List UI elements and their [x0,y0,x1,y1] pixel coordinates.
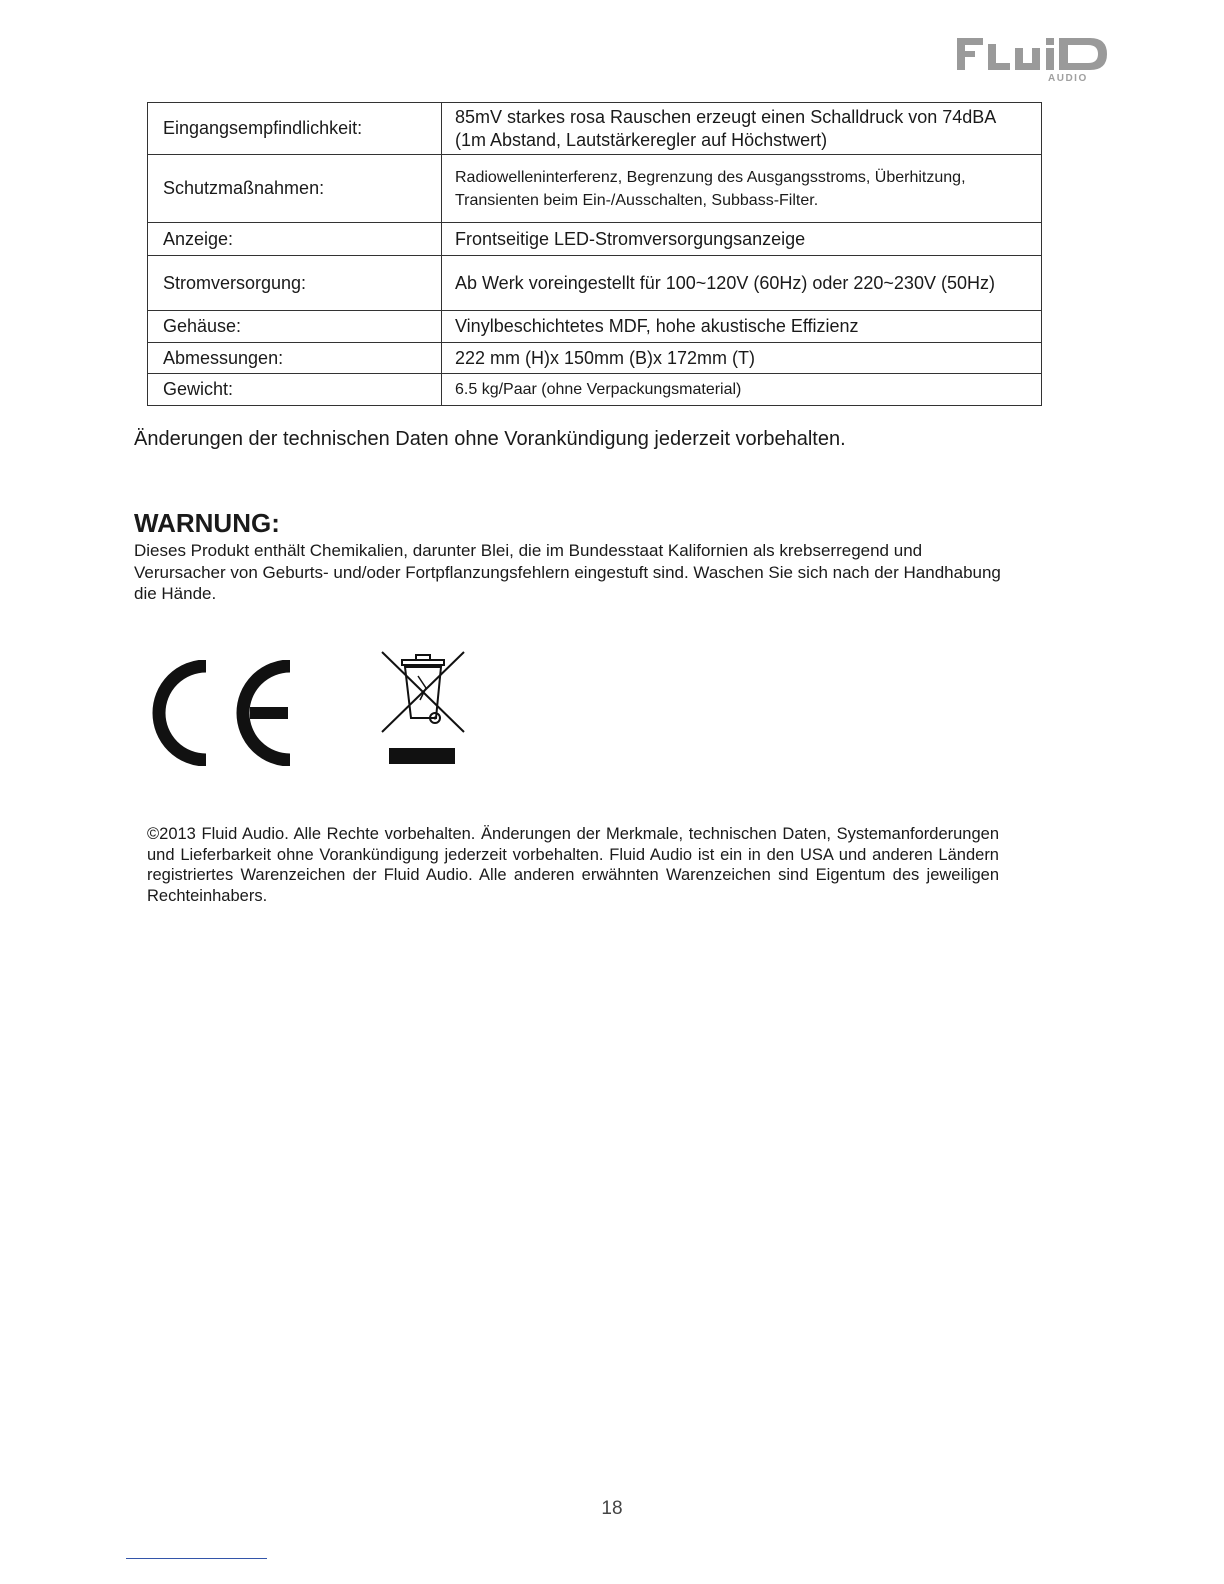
spec-row-power [148,256,1042,311]
spec-row-protection [148,155,1042,223]
spec-value: Radiowelleninterferenz, Begrenzung des Ausgangsstroms, Überhitzung, Transienten beim Ein-/Ausschalten, Subbass-Filter. [442,155,1042,223]
spec-label: Anzeige: [148,223,442,256]
warning-title: WARNUNG: [134,508,280,538]
spec-label: Eingangsempfindlichkeit: [148,103,442,155]
spec-row-weight [148,374,1042,406]
spec-value: 85mV starkes rosa Rauschen erzeugt einen Schalldruck von 74dBA (1m Abstand, Lautstärkeregler auf Höchstwert) [442,103,1042,155]
ce-mark-icon [150,660,300,766]
warning-text: Dieses Produkt enthält Chemikalien, darunter Blei, die im Bundesstaat Kalifornien als krebserregend und Verursacher von Geburts- und/oder Fortpflanzungsfehlern eingestuft sind. Waschen Sie sich nach der Handhabung die Hände. [134,541,1001,603]
spec-label: Gehäuse: [148,311,442,343]
spec-label: Abmessungen: [148,343,442,374]
spec-value: 222 mm (H)x 150mm (B)x 172mm (T) [442,343,1042,374]
copyright-text: ©2013 Fluid Audio. Alle Rechte vorbehalten. Änderungen der Merkmale, technischen Daten, Systemanforderungen und Lieferbarkeit ohne Vorankündigung jederzeit vorbehalten. Fluid Audio ist ein in den USA und anderen Ländern registriertes Warenzeichen der Fluid Audio. Alle anderen erwähnten Warenzeichen sind Eigentum des jeweiligen Rechteinhabers. [147,825,999,905]
svg-text:AUDIO: AUDIO [1048,73,1088,84]
footnote-divider [126,1558,267,1559]
spec-label: Stromversorgung: [148,256,442,311]
crossed-out-bin-icon [378,648,468,766]
page-number: 18 [601,1498,623,1519]
spec-row-indicator [148,223,1042,256]
spec-change-notice: Änderungen der technischen Daten ohne Vorankündigung jederzeit vorbehalten. [134,428,846,450]
spec-row-input-sensitivity [148,103,1042,155]
spec-value: Frontseitige LED-Stromversorgungsanzeige [442,223,1042,256]
spec-label: Schutzmaßnahmen: [148,155,442,223]
spec-value: 6.5 kg/Paar (ohne Verpackungsmaterial) [442,374,1042,406]
spec-label: Gewicht: [148,374,442,406]
fluid-audio-logo [952,34,1112,86]
spec-value: Vinylbeschichtetes MDF, hohe akustische Effizienz [442,311,1042,343]
spec-table [147,102,1042,406]
spec-row-enclosure [148,311,1042,343]
spec-value: Ab Werk voreingestellt für 100~120V (60Hz) oder 220~230V (50Hz) [442,256,1042,311]
spec-row-dimensions [148,343,1042,374]
